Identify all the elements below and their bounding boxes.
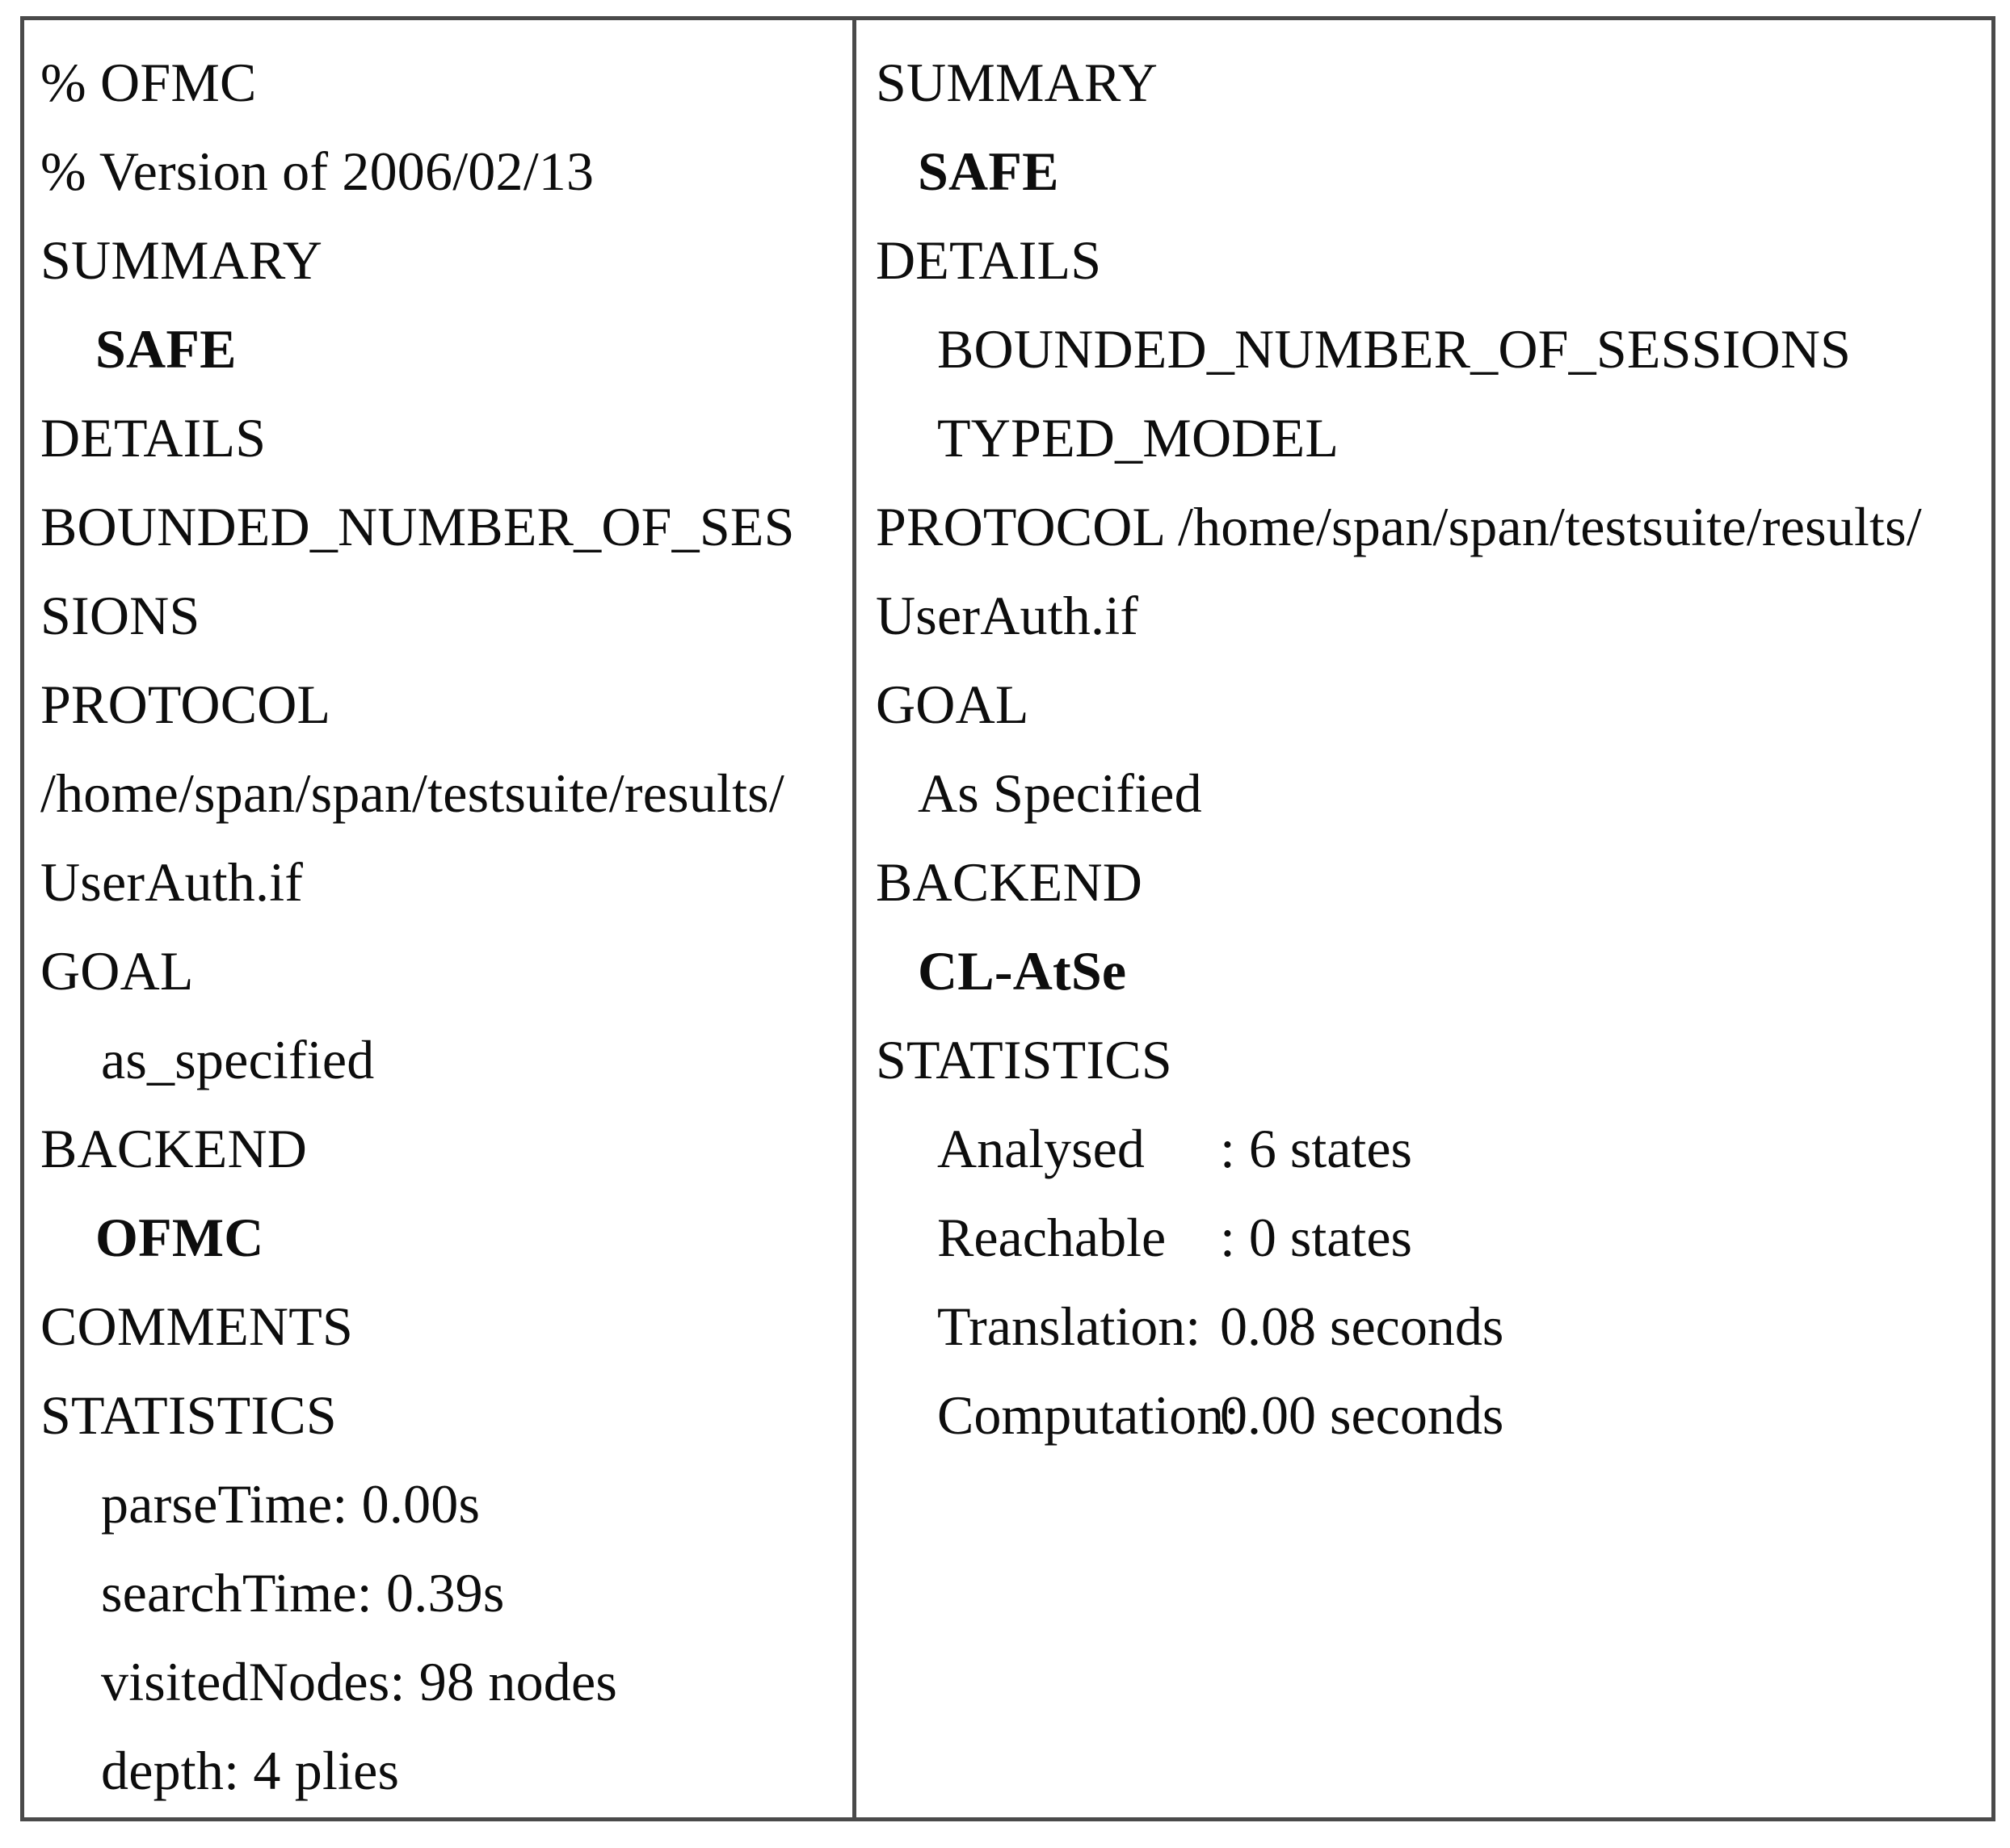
clatse-line: UserAuth.if [876,585,1139,646]
verification-results-table [20,16,1995,1821]
clatse-statistic-label: Reachable [937,1207,1167,1268]
clatse-line: SUMMARY [876,52,1158,113]
clatse-statistic-row [876,1104,1991,1193]
clatse-line: BACKEND [876,851,1143,913]
ofmc-line: SIONS [40,585,200,646]
ofmc-line: % Version of 2006/02/13 [40,141,595,202]
ofmc-line: visitedNodes: 98 nodes [101,1651,618,1712]
clatse-statistic-row [876,1193,1991,1282]
clatse-line: TYPED_MODEL [937,407,1339,468]
clatse-statistic-label: Analysed [937,1118,1145,1179]
clatse-line: SAFE [918,141,1059,202]
ofmc-line: depth: 4 plies [101,1740,400,1801]
ofmc-line: STATISTICS [40,1384,337,1446]
clatse-line: BOUNDED_NUMBER_OF_SESSIONS [937,318,1852,380]
clatse-line: As Specified [918,762,1202,824]
ofmc-line: DETAILS [40,407,267,468]
ofmc-line: GOAL [40,940,194,1002]
clatse-statistic-row [876,1371,1991,1460]
ofmc-line: BOUNDED_NUMBER_OF_SES [40,496,795,557]
ofmc-line: UserAuth.if [40,851,304,913]
ofmc-line: parseTime: 0.00s [101,1473,481,1535]
clatse-statistic-value: : 0 states [1220,1207,1412,1268]
clatse-line: STATISTICS [876,1029,1172,1090]
ofmc-line: searchTime: 0.39s [101,1562,505,1623]
clatse-line: CL-AtSe [918,940,1127,1002]
clatse-statistic-label: Computation: [937,1384,1239,1446]
ofmc-line: as_specified [101,1029,375,1090]
ofmc-line: COMMENTS [40,1296,353,1357]
ofmc-results-column [24,20,856,1817]
ofmc-line: SAFE [95,318,237,380]
ofmc-line: OFMC [95,1207,264,1268]
clatse-statistic-value: 0.08 seconds [1220,1296,1504,1357]
clatse-statistic-row [876,1282,1991,1371]
ofmc-line: PROTOCOL [40,674,331,735]
clatse-statistic-label: Translation: [937,1296,1201,1357]
ofmc-line: SUMMARY [40,229,323,291]
ofmc-line: BACKEND [40,1118,308,1179]
ofmc-line: % OFMC [40,52,257,113]
clatse-results-column [856,20,1991,1817]
clatse-line: PROTOCOL /home/span/span/testsuite/results/ [876,496,1922,557]
clatse-line: GOAL [876,674,1029,735]
ofmc-line: /home/span/span/testsuite/results/ [40,762,784,824]
clatse-line: DETAILS [876,229,1102,291]
clatse-statistic-value: 0.00 seconds [1220,1384,1504,1446]
clatse-statistic-value: : 6 states [1220,1118,1412,1179]
